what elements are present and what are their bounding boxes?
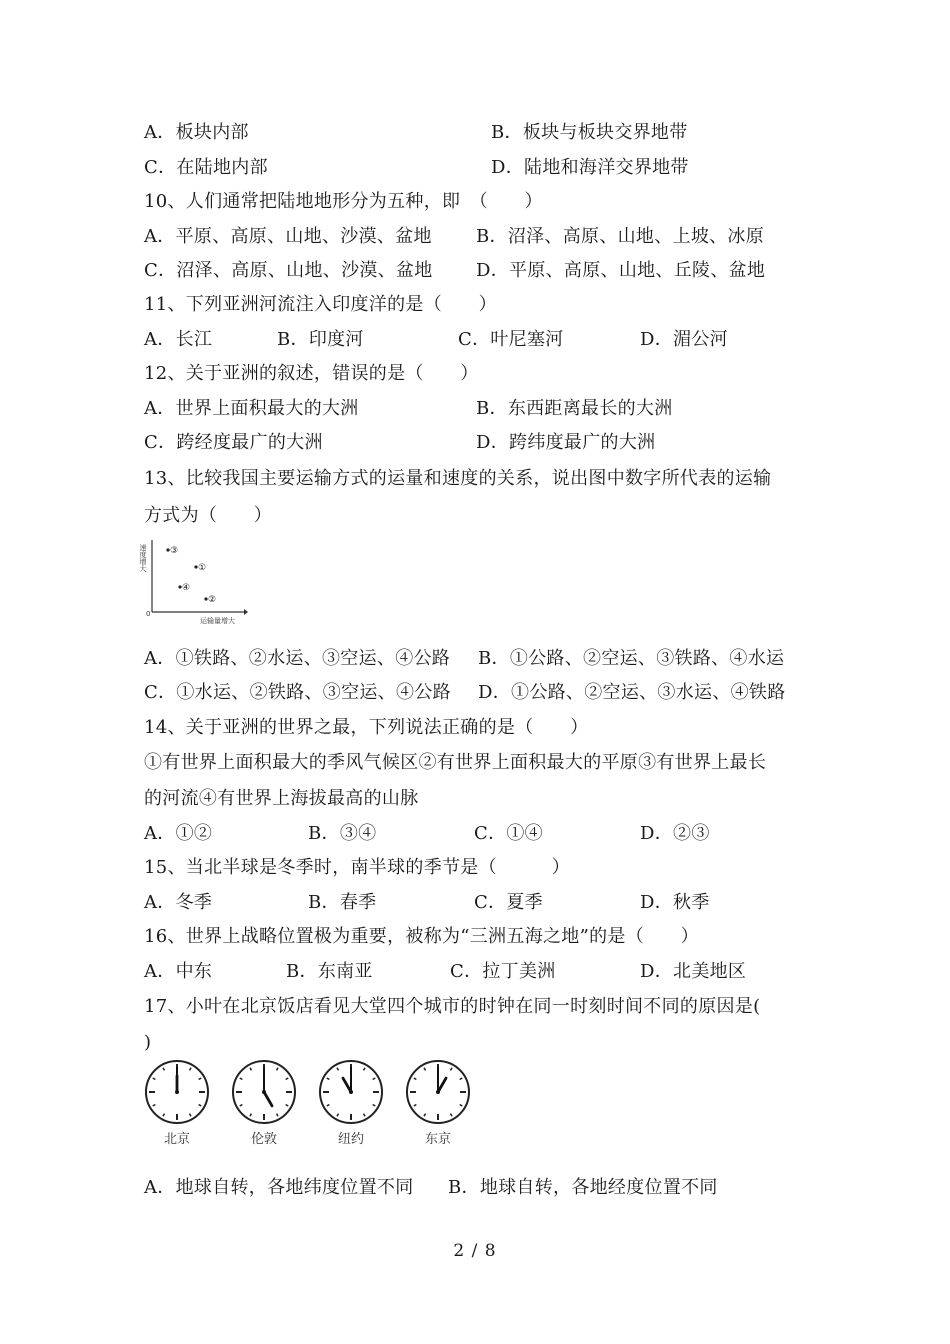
clock-hub	[262, 1090, 266, 1094]
q16-options-row	[0, 960, 950, 984]
q12-option-a: A．世界上面积最大的大洲	[144, 398, 359, 419]
clock-city-label: 纽约	[337, 1132, 365, 1147]
q10-option-a: A．平原、高原、山地、沙漠、盆地	[144, 226, 432, 247]
q15-option-c: C．夏季	[474, 892, 543, 913]
q13-option-b: B．①公路、②空运、③铁路、④水运	[478, 648, 785, 669]
q12-options-row-2	[0, 431, 950, 455]
q13-stem-line-2: 方式为（ ）	[144, 505, 273, 526]
q11-stem: 11、下列亚洲河流注入印度洋的是（ ）	[144, 294, 497, 315]
transport-speed-volume-figure	[140, 536, 250, 630]
q16-option-a: A．中东	[144, 961, 213, 982]
q9-option-d: D．陆地和海洋交界地带	[491, 157, 689, 178]
q14-options-row	[0, 822, 950, 846]
x-axis-arrow-icon	[244, 609, 248, 615]
q16-option-b: B．东南亚	[286, 961, 373, 982]
q10-option-c: C．沼泽、高原、山地、沙漠、盆地	[144, 260, 433, 281]
y-axis-label: 速度增大	[139, 544, 147, 572]
q12-stem: 12、关于亚洲的叙述，错误的是（ ）	[144, 363, 479, 384]
q11-option-b: B．印度河	[277, 329, 364, 350]
q15-option-b: B．春季	[308, 892, 377, 913]
point-3-label: ③	[170, 546, 179, 556]
q10-options-row-2	[0, 259, 950, 283]
q14-option-a: A．①②	[144, 823, 213, 844]
point-4-label: ④	[182, 583, 191, 593]
q15-options-row	[0, 891, 950, 915]
q16-option-d: D．北美地区	[640, 961, 747, 982]
q13-option-d: D．①公路、②空运、③水运、④铁路	[478, 682, 786, 703]
world-clocks-figure	[140, 1058, 480, 1158]
q9-option-a: A．板块内部	[144, 122, 249, 143]
clock-city-label: 东京	[424, 1132, 452, 1147]
q13-options-row-2	[0, 681, 950, 705]
q10-option-d: D．平原、高原、山地、丘陵、盆地	[476, 260, 766, 281]
q9-option-c: C．在陆地内部	[144, 157, 268, 178]
q15-option-d: D．秋季	[640, 892, 710, 913]
clock-city-label: 伦敦	[250, 1132, 278, 1147]
clock-city-label: 北京	[163, 1132, 191, 1147]
q14-option-c: C．①④	[474, 823, 543, 844]
q11-options-row	[0, 328, 950, 352]
origin-label: 0	[146, 610, 151, 618]
q12-option-b: B．东西距离最长的大洲	[476, 398, 673, 419]
q12-options-row-1	[0, 397, 950, 421]
q10-stem: 10、人们通常把陆地地形分为五种，即 （ ）	[144, 191, 543, 212]
q12-option-d: D．跨纬度最广的大洲	[476, 432, 656, 453]
clock-hub	[436, 1090, 440, 1094]
q13-option-a: A．①铁路、②水运、③空运、④公路	[144, 648, 451, 669]
point-1-label: ①	[198, 563, 207, 573]
q15-stem: 15、当北半球是冬季时，南半球的季节是（ ）	[144, 857, 571, 878]
q10-option-b: B．沼泽、高原、山地、上坡、冰原	[476, 226, 765, 247]
clock-1	[146, 1061, 208, 1147]
q10-options-row-1	[0, 225, 950, 249]
q13-option-c: C．①水运、②铁路、③空运、④公路	[144, 682, 451, 703]
q14-body-line-2: 的河流④有世界上海拔最高的山脉	[144, 788, 419, 809]
clock-3	[320, 1061, 382, 1147]
q16-stem: 16、世界上战略位置极为重要，被称为“三洲五海之地”的是（ ）	[144, 926, 699, 947]
q14-stem: 14、关于亚洲的世界之最，下列说法正确的是（ ）	[144, 717, 589, 738]
clock-4	[407, 1061, 469, 1147]
q11-option-c: C．叶尼塞河	[458, 329, 564, 350]
clock-2	[233, 1061, 295, 1147]
q12-option-c: C．跨经度最广的大洲	[144, 432, 323, 453]
clock-hub	[175, 1090, 179, 1094]
q14-option-d: D．②③	[640, 823, 710, 844]
q14-body-line-1: ①有世界上面积最大的季风气候区②有世界上面积最大的平原③有世界上最长	[144, 752, 767, 773]
q9-options-row-1	[0, 121, 950, 145]
q9-options-row-2	[0, 156, 950, 180]
q17-options-row	[0, 1176, 950, 1200]
q17-option-b: B．地球自转，各地经度位置不同	[448, 1177, 718, 1198]
q15-option-a: A．冬季	[144, 892, 213, 913]
q13-options-row-1	[0, 647, 950, 671]
page-number: 2 / 8	[453, 1241, 497, 1261]
q14-option-b: B．③④	[308, 823, 377, 844]
point-2-label: ②	[208, 595, 217, 605]
q17-option-a: A．地球自转，各地纬度位置不同	[144, 1177, 414, 1198]
q13-stem-line-1: 13、比较我国主要运输方式的运量和速度的关系，说出图中数字所代表的运输	[144, 468, 772, 489]
x-axis-label: 运输量增大	[200, 617, 235, 625]
q11-option-a: A．长江	[144, 329, 213, 350]
q17-stem-line-1: 17、小叶在北京饭店看见大堂四个城市的时钟在同一时刻时间不同的原因是(	[144, 996, 761, 1017]
clock-hub	[349, 1090, 353, 1094]
q17-stem-line-2: )	[144, 1032, 152, 1053]
q9-option-b: B．板块与板块交界地带	[491, 122, 688, 143]
q11-option-d: D．湄公河	[640, 329, 728, 350]
q16-option-c: C．拉丁美洲	[450, 961, 556, 982]
